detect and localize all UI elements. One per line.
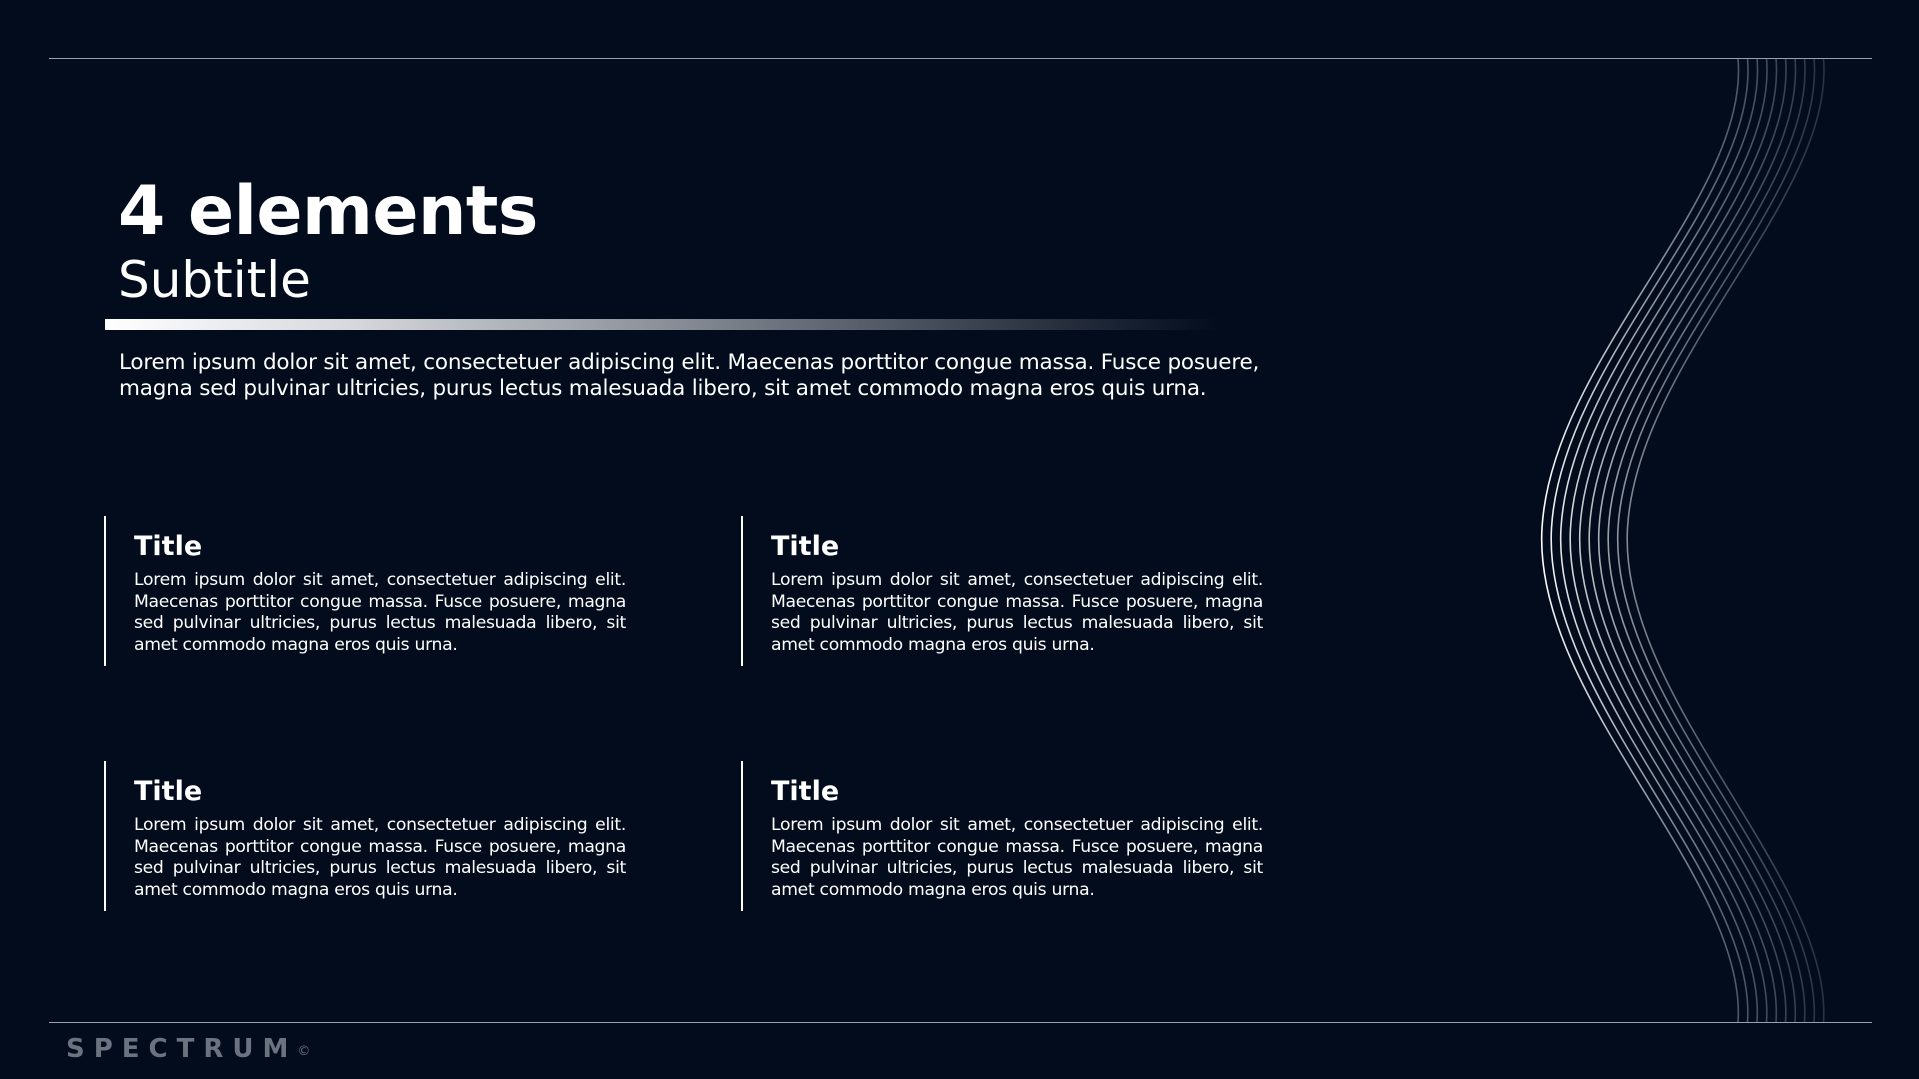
element-block-2 xyxy=(741,516,1263,666)
wave-lines-icon xyxy=(1500,58,1900,1022)
element-text: Lorem ipsum dolor sit amet, consectetuer adipiscing elit. Maecenas porttitor congue massa. Fusce posuere, magna sed pulvinar ultricies, purus lectus malesuada libero, sit amet commodo magna eros quis urna. xyxy=(771,815,1263,900)
wave-line xyxy=(1599,58,1796,1022)
brand-logo xyxy=(66,1034,310,1064)
element-text: Lorem ipsum dolor sit amet, consectetuer adipiscing elit. Maecenas porttitor congue massa. Fusce posuere, magna sed pulvinar ultricies, purus lectus malesuada libero, sit amet commodo magna eros quis urna. xyxy=(134,570,626,655)
brand-name: SPECTRUM xyxy=(66,1034,298,1064)
element-title: Title xyxy=(771,776,840,807)
title-underline-gradient xyxy=(105,319,1220,330)
wave-line xyxy=(1608,58,1805,1022)
bottom-rule xyxy=(49,1022,1872,1023)
wave-line xyxy=(1542,58,1739,1022)
element-text: Lorem ipsum dolor sit amet, consectetuer adipiscing elit. Maecenas porttitor congue massa. Fusce posuere, magna sed pulvinar ultricies, purus lectus malesuada libero, sit amet commodo magna eros quis urna. xyxy=(771,570,1263,655)
element-title: Title xyxy=(134,776,203,807)
wave-line xyxy=(1551,58,1748,1022)
element-title: Title xyxy=(771,531,840,562)
wave-line xyxy=(1580,58,1777,1022)
element-text: Lorem ipsum dolor sit amet, consectetuer adipiscing elit. Maecenas porttitor congue massa. Fusce posuere, magna sed pulvinar ultricies, purus lectus malesuada libero, sit amet commodo magna eros quis urna. xyxy=(134,815,626,900)
intro-paragraph: Lorem ipsum dolor sit amet, consectetuer adipiscing elit. Maecenas porttitor congue massa. Fusce posuere, magna sed pulvinar ultricies, purus lectus malesuada libero, sit amet commodo magna eros quis urna. xyxy=(119,350,1260,401)
element-title: Title xyxy=(134,531,203,562)
wave-line xyxy=(1589,58,1786,1022)
element-block-4 xyxy=(741,761,1263,911)
wave-line xyxy=(1627,58,1824,1022)
element-block-1 xyxy=(104,516,626,666)
slide-subtitle: Subtitle xyxy=(118,251,311,309)
wave-line xyxy=(1570,58,1767,1022)
slide-title: 4 elements xyxy=(118,172,538,251)
element-block-3 xyxy=(104,761,626,911)
wave-line xyxy=(1618,58,1815,1022)
wave-line xyxy=(1561,58,1758,1022)
brand-registered-mark: © xyxy=(297,1044,311,1059)
